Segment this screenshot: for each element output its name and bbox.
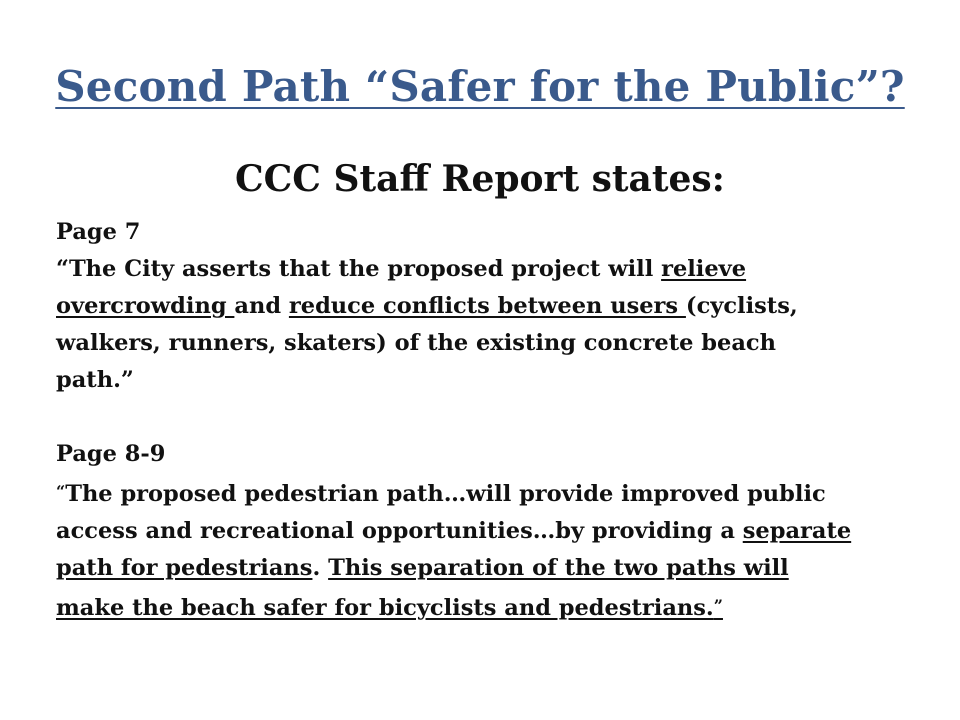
quote-1-line-2 <box>56 288 916 325</box>
quote-1-line-1 <box>56 251 916 288</box>
quote-2-underline-path-for-pedestrians: path for pedestrians <box>56 555 313 581</box>
quote-2-underline-safer <box>56 595 723 621</box>
quote-2-line-4 <box>56 587 916 627</box>
quote-1-line-4: path.” <box>56 367 134 393</box>
quote-1-underline-reduce-conflicts: reduce conflicts between users <box>288 293 686 319</box>
quote-1-underline-overcrowding: overcrowding <box>56 293 235 319</box>
quote-2-close-quote: ” <box>713 596 723 615</box>
quote-1-line-2-text-and: and <box>234 293 289 319</box>
quote-2-underline-separation: This separation of the two paths will <box>328 555 789 581</box>
quote-1-line-1-text: “The City asserts that the proposed project will <box>56 256 662 282</box>
quote-2-line-3 <box>56 550 916 587</box>
quote-1-underline-relieve: relieve <box>661 256 747 282</box>
section-heading-page-7: Page 7 <box>56 219 141 245</box>
quote-2-line-3-period: . <box>312 555 329 581</box>
quote-2-line-4-text: make the beach safer for bicyclists and pedestrians. <box>56 595 714 621</box>
quote-1-line-3: walkers, runners, skaters) of the existing concrete beach <box>56 330 776 356</box>
slide-body <box>56 214 916 627</box>
quote-2-underline-separate: separate <box>742 518 852 544</box>
quote-1-line-2-text-cyclists: (cyclists, <box>685 293 798 319</box>
section-heading-page-8-9: Page 8-9 <box>56 441 166 467</box>
slide-title: Second Path “Safer for the Public”? <box>55 62 905 111</box>
quote-2-line-2 <box>56 513 916 550</box>
paragraph-gap <box>56 399 916 436</box>
quote-2-line-1 <box>56 473 916 513</box>
quote-2-line-1-text: The proposed pedestrian path…will provide improved public <box>65 481 826 507</box>
slide-subtitle: CCC Staff Report states: <box>235 158 725 200</box>
quote-2-open-quote: “ <box>56 482 66 501</box>
quote-2-line-2-text: access and recreational opportunities…by providing a <box>56 518 743 544</box>
